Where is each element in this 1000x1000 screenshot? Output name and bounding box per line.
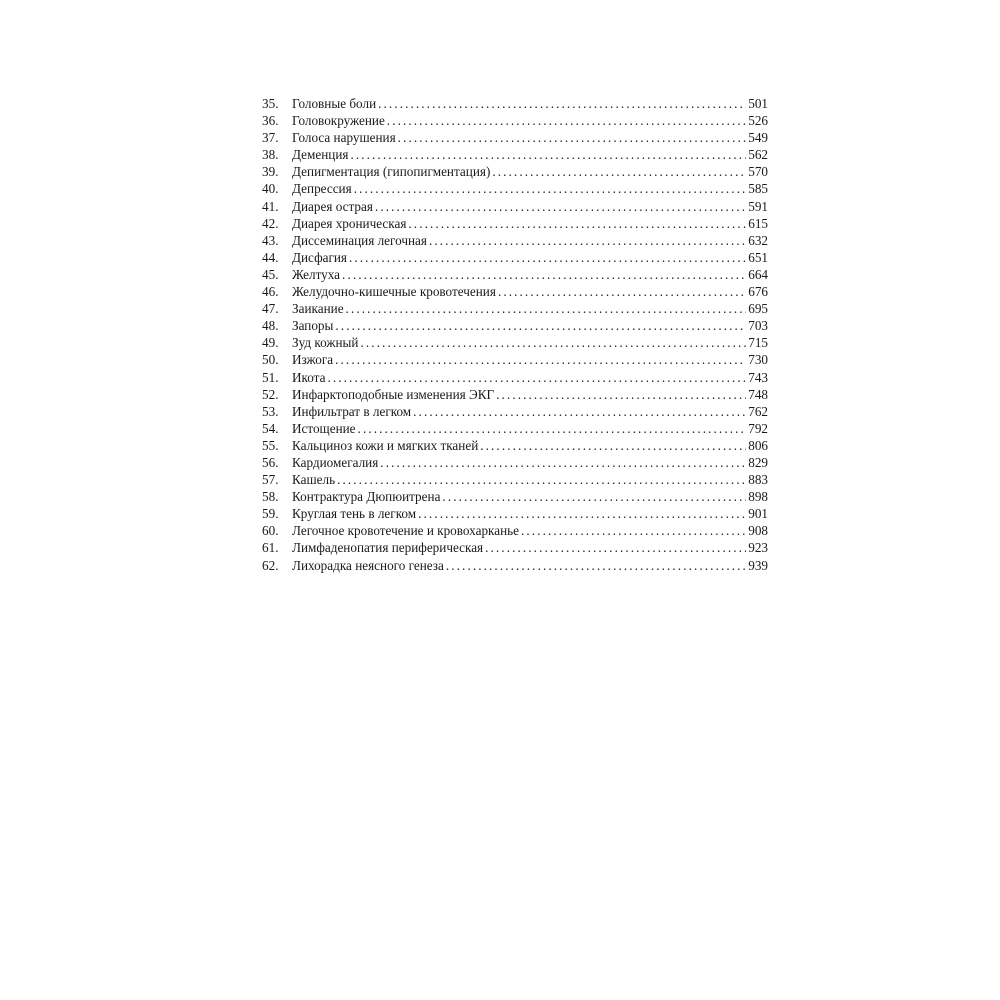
toc-entry-number: 39. bbox=[262, 164, 279, 180]
toc-entry-number: 57. bbox=[262, 472, 279, 488]
dot-leader bbox=[360, 334, 746, 351]
toc-entry-title: Головные боли bbox=[292, 96, 377, 111]
toc-entry bbox=[262, 420, 768, 437]
dot-leader bbox=[335, 351, 746, 368]
toc-entry bbox=[262, 334, 768, 351]
dot-leader bbox=[349, 249, 746, 266]
toc-entry bbox=[262, 403, 768, 420]
toc-entry-number: 49. bbox=[262, 335, 279, 351]
toc-entry-page: 923 bbox=[748, 540, 768, 556]
toc-entry bbox=[262, 249, 768, 266]
toc-entry-page: 743 bbox=[748, 369, 768, 385]
toc-entry-title: Кальциноз кожи и мягких тканей bbox=[292, 437, 479, 453]
toc-entry bbox=[262, 266, 768, 283]
toc-entry bbox=[262, 112, 768, 129]
toc-entry-page: 908 bbox=[748, 523, 768, 539]
toc-entry-page: 615 bbox=[748, 215, 768, 231]
toc-entry-page: 562 bbox=[748, 147, 768, 163]
toc-entry-number: 54. bbox=[262, 420, 279, 436]
toc-entry-number: 50. bbox=[262, 352, 279, 368]
dot-leader bbox=[358, 420, 747, 437]
toc-entry-page: 748 bbox=[748, 386, 768, 402]
toc-entry-title: Депрессия bbox=[292, 181, 352, 197]
toc-entry-title: Дисфагия bbox=[292, 249, 347, 265]
toc-entry-page: 715 bbox=[748, 335, 768, 351]
toc-entry-page: 664 bbox=[748, 266, 768, 282]
toc-entry-page: 939 bbox=[748, 557, 768, 573]
toc-entry bbox=[262, 198, 768, 215]
toc-entry-number: 61. bbox=[262, 540, 279, 556]
toc-entry-page: 730 bbox=[748, 352, 768, 368]
toc-entry-title: Желудочно-кишечные кровотечения bbox=[292, 284, 496, 300]
toc-entry bbox=[262, 163, 768, 180]
toc-entry-number: 60. bbox=[262, 523, 279, 539]
toc-entry-number: 35. bbox=[262, 96, 279, 111]
toc-entry-number: 59. bbox=[262, 506, 279, 522]
toc-entry-page: 829 bbox=[748, 454, 768, 470]
dot-leader bbox=[485, 539, 746, 556]
toc-entry-title: Икота bbox=[292, 369, 326, 385]
toc-entry-number: 62. bbox=[262, 557, 279, 573]
toc-entry bbox=[262, 95, 768, 112]
toc-entry-number: 53. bbox=[262, 403, 279, 419]
dot-leader bbox=[418, 505, 746, 522]
toc-entry-title: Контрактура Дюпюитрена bbox=[292, 489, 441, 505]
dot-leader bbox=[429, 232, 746, 249]
toc-entry-number: 56. bbox=[262, 454, 279, 470]
toc-entry-title: Запоры bbox=[292, 318, 334, 334]
toc-entry-page: 792 bbox=[748, 420, 768, 436]
toc-entry bbox=[262, 505, 768, 522]
toc-entry-title: Кардиомегалия bbox=[292, 454, 379, 470]
toc-entry-number: 41. bbox=[262, 198, 279, 214]
toc-entry bbox=[262, 386, 768, 403]
toc-entry bbox=[262, 317, 768, 334]
toc-entry-number: 46. bbox=[262, 284, 279, 300]
toc-entry-title: Голоса нарушения bbox=[292, 130, 396, 146]
dot-leader bbox=[496, 386, 746, 403]
toc-entry-page: 806 bbox=[748, 437, 768, 453]
dot-leader bbox=[337, 471, 746, 488]
toc-entry bbox=[262, 232, 768, 249]
toc-entry bbox=[262, 557, 768, 574]
toc-entry-page: 898 bbox=[748, 489, 768, 505]
toc-entry-number: 52. bbox=[262, 386, 279, 402]
toc-entry bbox=[262, 471, 768, 488]
dot-leader bbox=[354, 180, 747, 197]
toc-entry-title: Легочное кровотечение и кровохарканье bbox=[292, 523, 520, 539]
toc-entry-title: Деменция bbox=[292, 147, 349, 163]
dot-leader bbox=[342, 266, 746, 283]
dot-leader bbox=[492, 163, 746, 180]
toc-entry-number: 42. bbox=[262, 215, 279, 231]
toc-entry-page: 632 bbox=[748, 232, 768, 248]
toc-entry-title: Круглая тень в легком bbox=[292, 506, 417, 522]
toc-entry-page: 585 bbox=[748, 181, 768, 197]
toc-entry-number: 37. bbox=[262, 130, 279, 146]
toc-entry-title: Заикание bbox=[292, 301, 344, 317]
toc-entry-title: Диарея острая bbox=[292, 198, 373, 214]
toc-entry-page: 651 bbox=[748, 249, 768, 265]
toc-entry-page: 549 bbox=[748, 130, 768, 146]
toc-entry-title: Истощение bbox=[292, 420, 356, 436]
toc-entry-title: Изжога bbox=[292, 352, 334, 368]
toc-entry-page: 695 bbox=[748, 301, 768, 317]
toc-entry-title: Головокружение bbox=[292, 113, 385, 129]
toc-entry-title: Лихорадка неясного генеза bbox=[292, 557, 444, 573]
toc-entry-title: Инфарктоподобные изменения ЭКГ bbox=[292, 386, 495, 402]
toc-entry-title: Диарея хроническая bbox=[292, 215, 407, 231]
toc-entry bbox=[262, 180, 768, 197]
dot-leader bbox=[327, 369, 746, 386]
toc-entry bbox=[262, 129, 768, 146]
toc-entry-number: 38. bbox=[262, 147, 279, 163]
toc-entry-page: 591 bbox=[748, 198, 768, 214]
table-of-contents bbox=[262, 95, 768, 574]
toc-entry-number: 40. bbox=[262, 181, 279, 197]
dot-leader bbox=[413, 403, 746, 420]
toc-entry-page: 501 bbox=[748, 96, 768, 111]
toc-entry bbox=[262, 283, 768, 300]
toc-entry-title: Зуд кожный bbox=[292, 335, 359, 351]
dot-leader bbox=[446, 557, 746, 574]
toc-entry-page: 883 bbox=[748, 472, 768, 488]
dot-leader bbox=[408, 215, 746, 232]
toc-entry bbox=[262, 146, 768, 163]
toc-entry bbox=[262, 369, 768, 386]
toc-entry-number: 48. bbox=[262, 318, 279, 334]
toc-entry bbox=[262, 437, 768, 454]
dot-leader bbox=[521, 522, 746, 539]
dot-leader bbox=[387, 112, 746, 129]
toc-entry-number: 47. bbox=[262, 301, 279, 317]
toc-entry-number: 51. bbox=[262, 369, 279, 385]
toc-entry bbox=[262, 351, 768, 368]
dot-leader bbox=[480, 437, 746, 454]
toc-entry-number: 44. bbox=[262, 249, 279, 265]
dot-leader bbox=[398, 129, 747, 146]
toc-entry-number: 55. bbox=[262, 437, 279, 453]
dot-leader bbox=[346, 300, 747, 317]
toc-entry-number: 43. bbox=[262, 232, 279, 248]
toc-entry-number: 45. bbox=[262, 266, 279, 282]
toc-entry bbox=[262, 215, 768, 232]
toc-entry-title: Инфильтрат в легком bbox=[292, 403, 412, 419]
toc-entry-number: 36. bbox=[262, 113, 279, 129]
toc-entry-page: 703 bbox=[748, 318, 768, 334]
toc-entry bbox=[262, 454, 768, 471]
toc-entry bbox=[262, 539, 768, 556]
toc-entry-number: 58. bbox=[262, 489, 279, 505]
toc-entry bbox=[262, 488, 768, 505]
toc-entry-title: Кашель bbox=[292, 472, 336, 488]
dot-leader bbox=[498, 283, 746, 300]
dot-leader bbox=[350, 146, 746, 163]
toc-entry-page: 570 bbox=[748, 164, 768, 180]
toc-entry-title: Диссеминация легочная bbox=[292, 232, 427, 248]
toc-entry-title: Лимфаденопатия периферическая bbox=[292, 540, 484, 556]
toc-entry bbox=[262, 522, 768, 539]
toc-entry-page: 676 bbox=[748, 284, 768, 300]
toc-entry-page: 526 bbox=[748, 113, 768, 129]
toc-entry-title: Желтуха bbox=[292, 266, 341, 282]
toc-entry-page: 762 bbox=[748, 403, 768, 419]
toc-entry bbox=[262, 300, 768, 317]
toc-entry-page: 901 bbox=[748, 506, 768, 522]
dot-leader bbox=[380, 454, 746, 471]
dot-leader bbox=[378, 95, 746, 112]
dot-leader bbox=[442, 488, 746, 505]
toc-entry-title: Депигментация (гипопигментация) bbox=[292, 164, 491, 180]
dot-leader bbox=[335, 317, 746, 334]
dot-leader bbox=[375, 198, 746, 215]
